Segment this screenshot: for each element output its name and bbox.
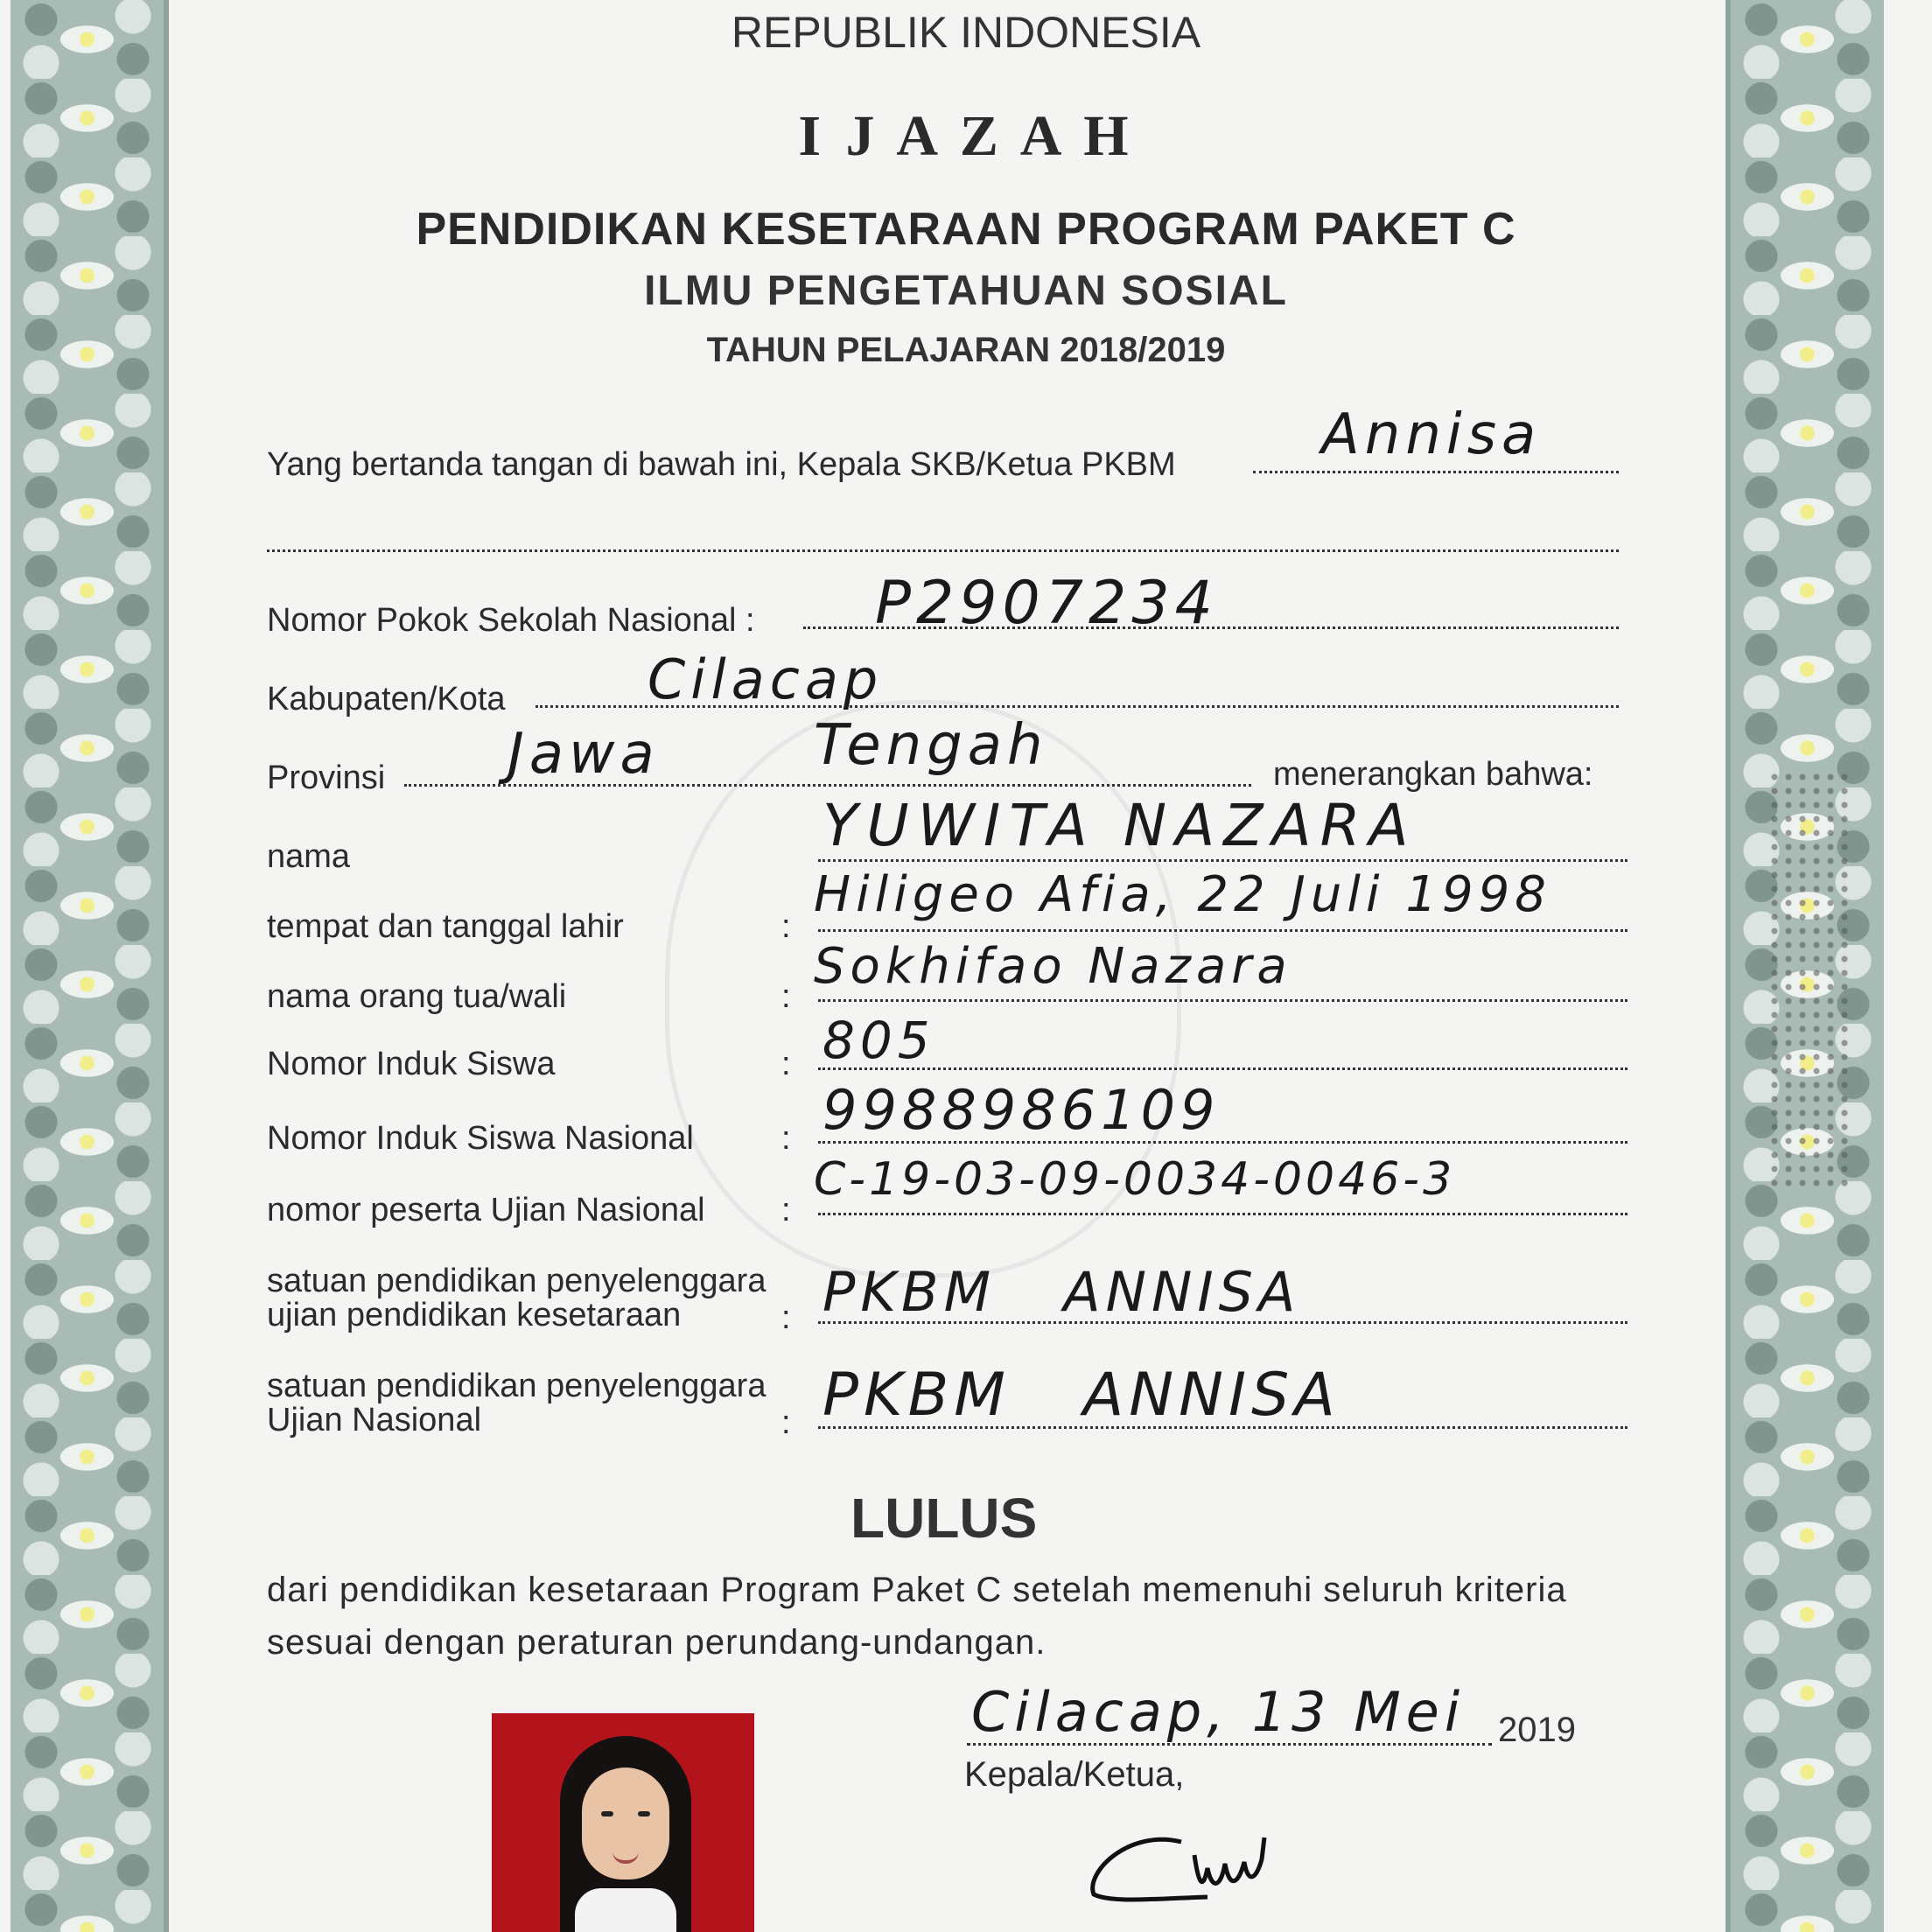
field-value: Hiligeo Afia, 22 Juli 1998	[814, 866, 1551, 923]
field-colon: :	[781, 1046, 791, 1082]
field-value: 805	[822, 1011, 935, 1070]
dotted-line	[818, 1068, 1628, 1070]
field-value: YUWITA NAZARA	[822, 792, 1418, 859]
kabupaten-label: Kabupaten/Kota	[267, 681, 506, 718]
field-value: PKBM ANNISA	[822, 1361, 1340, 1430]
signer-role: Kepala/Ketua,	[964, 1755, 1185, 1794]
field-colon: :	[781, 1192, 791, 1228]
handwritten-signature	[1076, 1820, 1339, 1916]
field-colon: :	[781, 1299, 791, 1336]
field-label: Nomor Induk Siswa Nasional	[267, 1120, 694, 1157]
academic-year: TAHUN PELAJARAN 2018/2019	[706, 331, 1226, 369]
field-label-line2: ujian pendidikan kesetaraan	[267, 1297, 682, 1334]
provinsi-suffix: menerangkan bahwa:	[1273, 756, 1593, 793]
field-label: Nomor Induk Siswa	[267, 1046, 556, 1082]
field-colon: :	[781, 1120, 791, 1157]
provinsi-value-2: Tengah	[814, 713, 1048, 778]
principal-name-value: Annisa	[1321, 402, 1542, 467]
field-label: nomor peserta Ujian Nasional	[267, 1192, 705, 1228]
dotted-line	[818, 1213, 1628, 1215]
field-label: nama orang tua/wali	[267, 978, 567, 1015]
field-label: tempat dan tanggal lahir	[267, 908, 624, 945]
closing-year: 2019	[1498, 1711, 1576, 1749]
field-value: 9988986109	[822, 1078, 1221, 1142]
field-colon: :	[781, 908, 791, 945]
field-colon: :	[781, 978, 791, 1015]
statement-line-2: sesuai dengan peraturan perundang-undangan.	[267, 1623, 1046, 1662]
kabupaten-value: Cilacap	[648, 648, 884, 711]
npsn-value: P2907234	[875, 569, 1218, 638]
field-label: satuan pendidikan penyelenggara	[267, 1263, 766, 1299]
provinsi-label: Provinsi	[267, 760, 386, 796]
dotted-line	[818, 859, 1628, 862]
field-value: PKBM ANNISA	[822, 1260, 1301, 1324]
serial-perforation	[1768, 770, 1855, 1190]
field-value: Sokhifao Nazara	[814, 938, 1292, 995]
field-label: nama	[267, 838, 351, 875]
provinsi-value-1: Jawa	[508, 722, 660, 787]
field-colon: :	[781, 1404, 791, 1441]
field-value: C-19-03-09-0034-0046-3	[814, 1153, 1456, 1206]
dotted-line	[818, 929, 1628, 932]
result-heading: LULUS	[850, 1487, 1038, 1550]
dotted-line	[818, 999, 1628, 1002]
statement-line-1: dari pendidikan kesetaraan Program Paket C setelah memenuhi seluruh kriteria	[267, 1571, 1567, 1609]
dotted-line	[267, 550, 1619, 552]
student-photo	[492, 1713, 754, 1932]
field-title: ILMU PENGETAHUAN SOSIAL	[644, 268, 1288, 314]
document-title: I J A Z A H	[798, 104, 1134, 168]
program-title: PENDIDIKAN KESETARAAN PROGRAM PAKET C	[416, 204, 1516, 255]
dotted-line	[967, 1743, 1492, 1746]
place-date-value: Cilacap, 13 Mei	[971, 1680, 1466, 1744]
npsn-label: Nomor Pokok Sekolah Nasional :	[267, 602, 755, 639]
field-label: satuan pendidikan penyelenggara	[267, 1368, 766, 1404]
field-label-line2: Ujian Nasional	[267, 1402, 482, 1438]
country-heading: REPUBLIK INDONESIA	[731, 8, 1201, 57]
dotted-line	[1253, 471, 1619, 473]
intro-label: Yang bertanda tangan di bawah ini, Kepala SKB/Ketua PKBM	[267, 446, 1176, 483]
